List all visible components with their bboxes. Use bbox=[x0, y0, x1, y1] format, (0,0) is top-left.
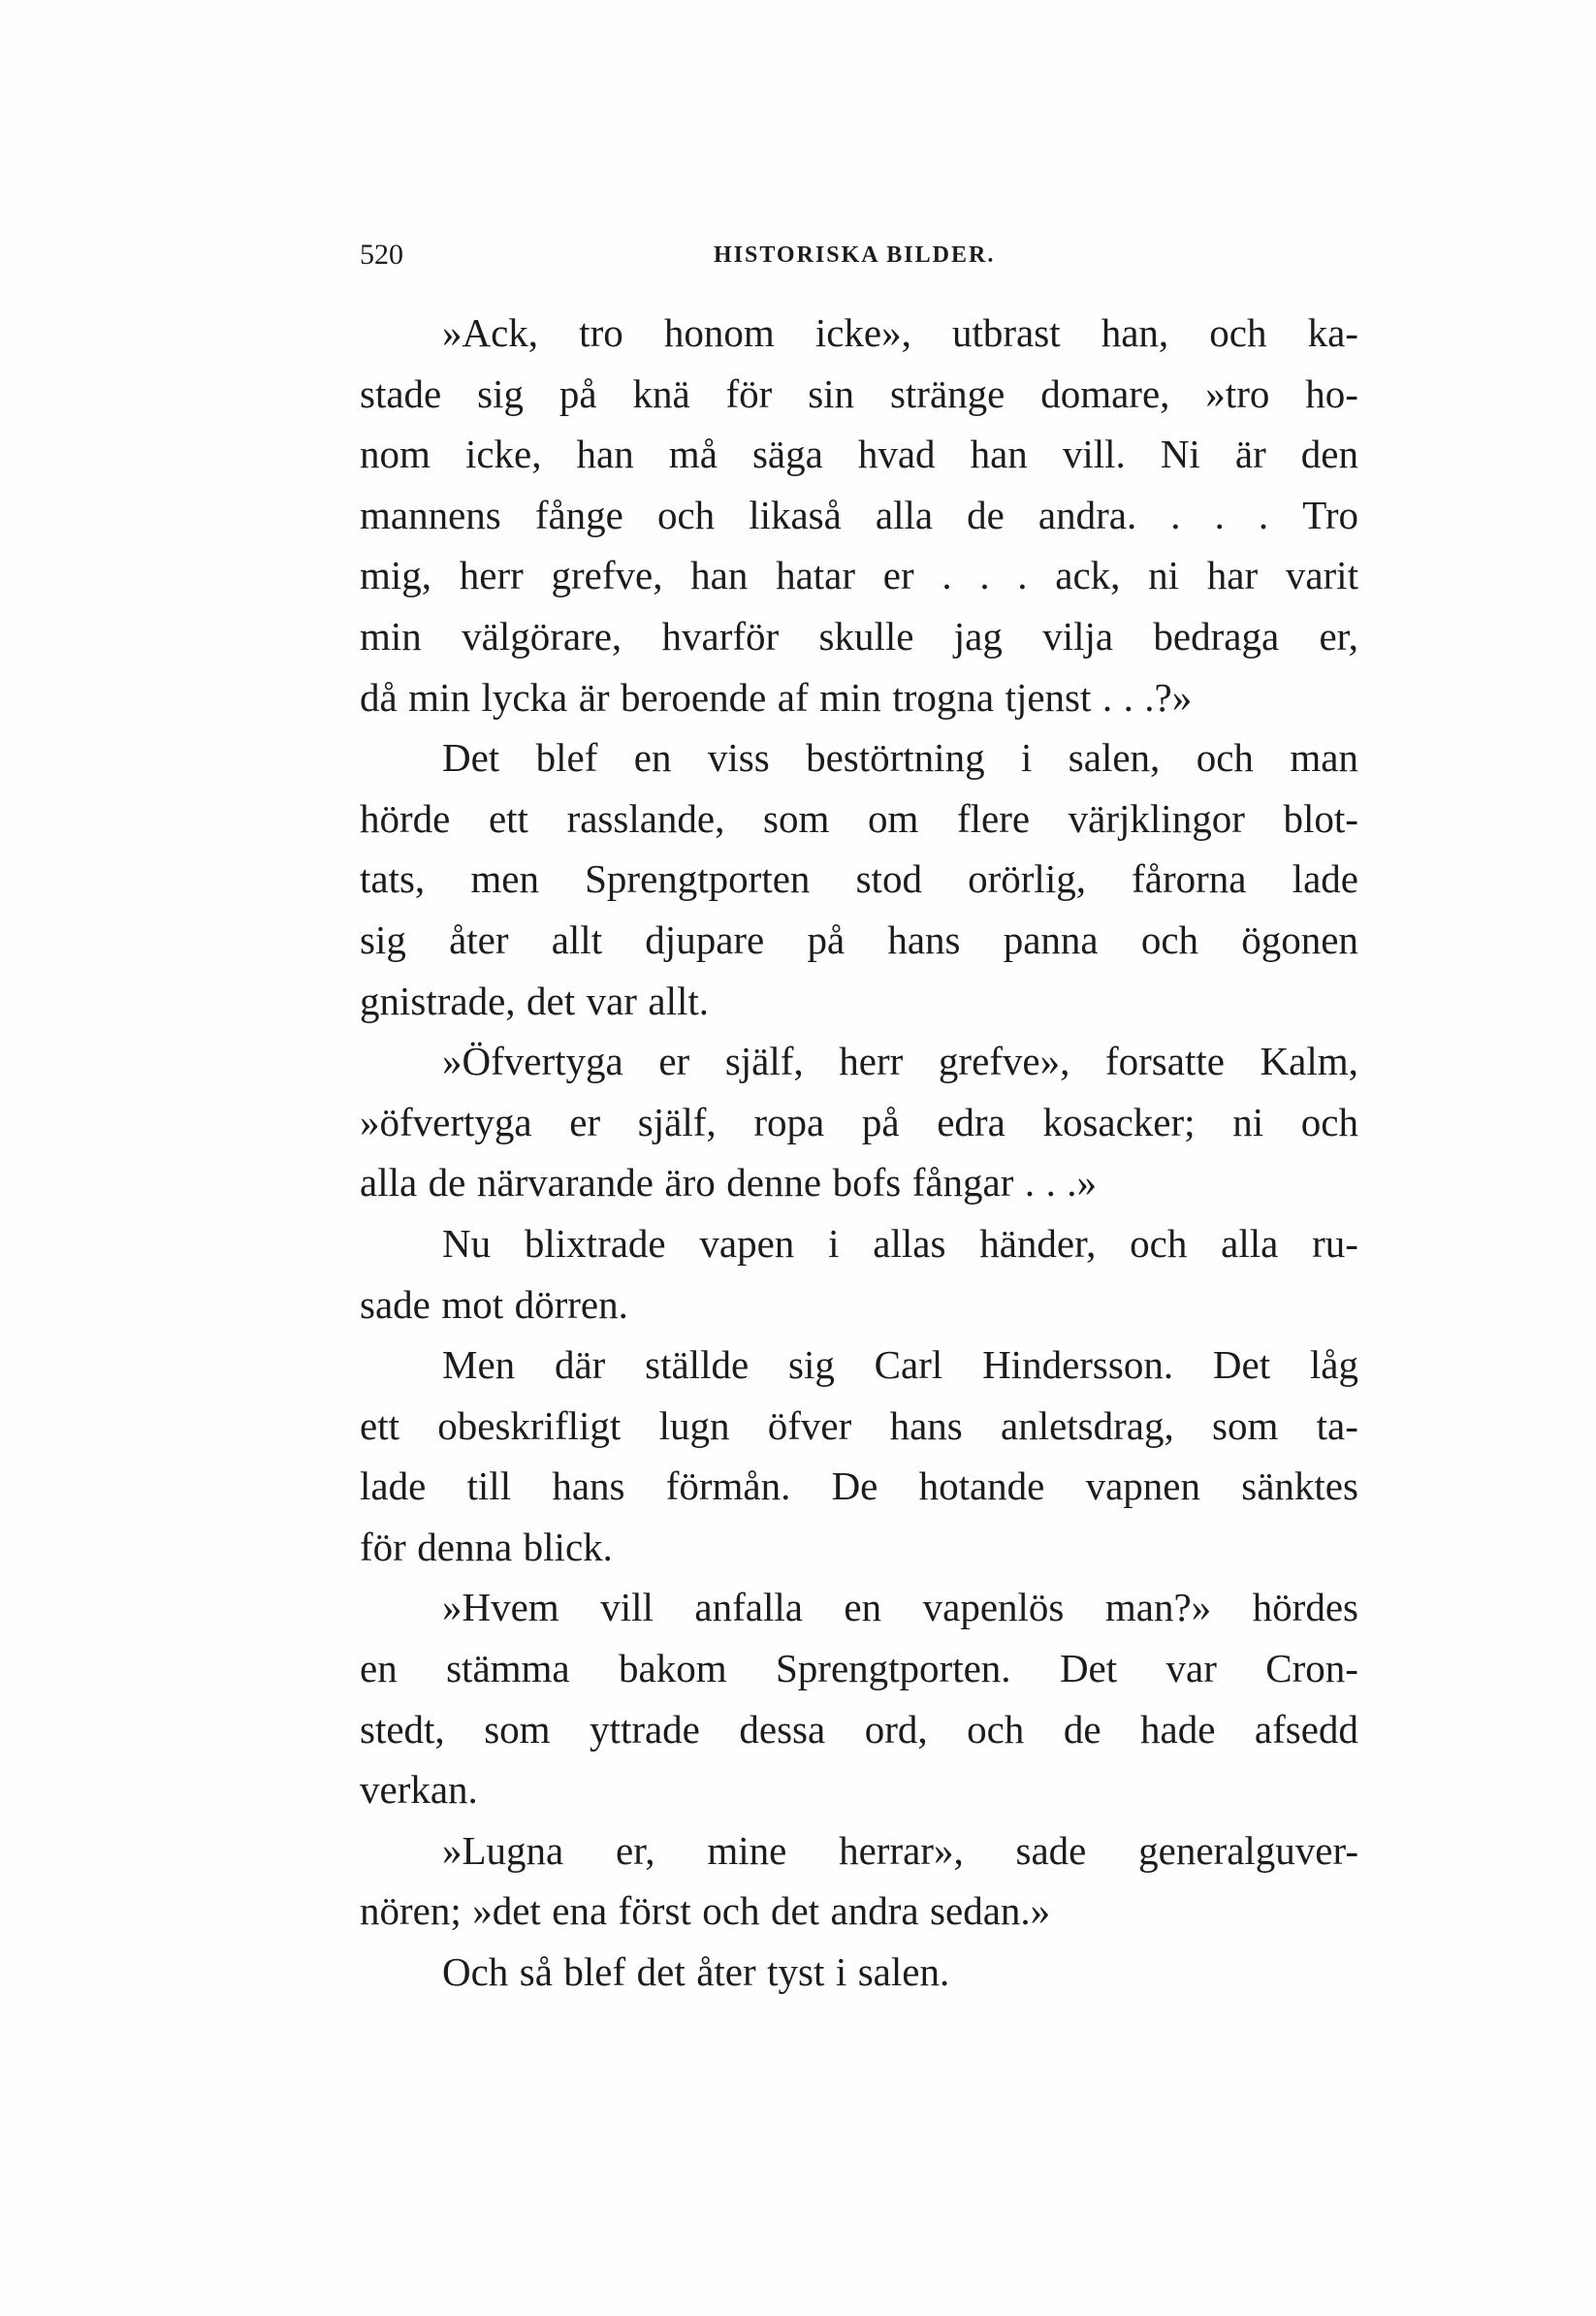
word: grefve», bbox=[938, 1039, 1070, 1084]
word: . bbox=[1170, 492, 1181, 537]
word: närvarande bbox=[476, 1160, 654, 1206]
word: verkan. bbox=[360, 1767, 478, 1813]
word: vill bbox=[600, 1585, 654, 1630]
word: beroende bbox=[621, 674, 767, 720]
word: . bbox=[1123, 674, 1133, 720]
word: Sprengtporten. bbox=[776, 1646, 1011, 1691]
word: sedan.» bbox=[930, 1888, 1051, 1934]
word: ett bbox=[488, 795, 528, 841]
word: ord, bbox=[864, 1706, 928, 1752]
word: om bbox=[867, 795, 919, 841]
word: blot- bbox=[1283, 795, 1358, 841]
word: er, bbox=[616, 1827, 655, 1873]
word: själf, bbox=[637, 1099, 717, 1144]
word: ka- bbox=[1307, 310, 1358, 355]
word: Sprengtporten bbox=[585, 856, 811, 902]
word: så bbox=[519, 1949, 553, 1995]
word: värjklingor bbox=[1068, 795, 1245, 841]
word: er bbox=[882, 553, 914, 598]
word: det bbox=[636, 1949, 686, 1995]
word: och bbox=[967, 1706, 1025, 1752]
word: själf, bbox=[724, 1039, 804, 1084]
text-line bbox=[360, 1699, 1358, 1760]
word: händer, bbox=[979, 1220, 1097, 1266]
word: »tro bbox=[1205, 370, 1270, 416]
word: tyst bbox=[767, 1949, 825, 1995]
body-text bbox=[360, 303, 1358, 2003]
word: alla bbox=[360, 1160, 418, 1206]
word: forsatte bbox=[1105, 1039, 1225, 1084]
word: stedt, bbox=[360, 1706, 445, 1752]
word: Men bbox=[442, 1342, 516, 1388]
word: mot bbox=[441, 1281, 504, 1327]
word: den bbox=[1300, 432, 1358, 477]
word: Nu bbox=[442, 1220, 492, 1266]
word: mine bbox=[707, 1827, 787, 1873]
word: alla bbox=[875, 492, 934, 537]
word: andra. bbox=[1037, 492, 1137, 537]
word: vapnen bbox=[1085, 1464, 1201, 1509]
word: knä bbox=[632, 370, 690, 416]
word: denne bbox=[726, 1160, 822, 1206]
text-line bbox=[360, 910, 1358, 971]
running-title: HISTORISKA BILDER. bbox=[714, 242, 996, 268]
word: nom bbox=[360, 432, 431, 477]
word: ropa bbox=[753, 1099, 825, 1144]
word: ack, bbox=[1055, 553, 1121, 598]
text-line bbox=[360, 424, 1358, 485]
word: ett bbox=[360, 1402, 399, 1448]
word: vilja bbox=[1042, 613, 1114, 659]
word: yttrade bbox=[590, 1706, 700, 1752]
word: som bbox=[762, 795, 830, 841]
word: hvad bbox=[857, 432, 936, 477]
word: . bbox=[1045, 1160, 1056, 1206]
word: icke», bbox=[814, 310, 911, 355]
word: lugn bbox=[658, 1402, 730, 1448]
word: hans bbox=[889, 1402, 963, 1448]
word: skulle bbox=[818, 613, 914, 659]
word: »Ack, bbox=[442, 310, 539, 355]
word: de bbox=[428, 1160, 466, 1206]
word: lade bbox=[360, 1464, 427, 1509]
word: .?» bbox=[1144, 674, 1193, 720]
word: allas bbox=[873, 1220, 946, 1266]
word: herr bbox=[839, 1039, 904, 1084]
word: allt bbox=[551, 917, 603, 962]
word: . bbox=[1258, 492, 1269, 537]
word: allt. bbox=[648, 978, 710, 1023]
word: på bbox=[559, 370, 597, 416]
word: man bbox=[1290, 735, 1358, 781]
word: det bbox=[527, 978, 576, 1023]
word: anfalla bbox=[694, 1585, 803, 1630]
word: obeskrifligt bbox=[437, 1402, 622, 1448]
word: andra bbox=[830, 1888, 919, 1934]
word: min bbox=[408, 674, 470, 720]
word: Ni bbox=[1160, 432, 1200, 477]
word: säga bbox=[751, 432, 823, 477]
word: blef bbox=[535, 735, 598, 781]
word: Tro bbox=[1302, 492, 1358, 537]
word: Carl bbox=[874, 1342, 943, 1388]
word: likaså bbox=[749, 492, 842, 537]
word: alla bbox=[1221, 1220, 1279, 1266]
word: Hindersson. bbox=[982, 1342, 1174, 1388]
word: dörren. bbox=[514, 1281, 628, 1327]
word: och bbox=[1130, 1220, 1188, 1266]
word: då bbox=[360, 674, 398, 720]
word: sade bbox=[1015, 1827, 1087, 1873]
text-line bbox=[360, 1335, 1358, 1396]
word: ta- bbox=[1316, 1402, 1358, 1448]
word: de bbox=[1063, 1706, 1101, 1752]
word: afsedd bbox=[1254, 1706, 1358, 1752]
word: blef bbox=[563, 1949, 626, 1995]
word: hatar bbox=[776, 553, 856, 598]
word: anletsdrag, bbox=[1001, 1402, 1174, 1448]
word: ställde bbox=[645, 1342, 750, 1388]
text-line bbox=[360, 1942, 1358, 2003]
word: låg bbox=[1309, 1342, 1358, 1388]
word: varit bbox=[1285, 553, 1358, 598]
word: har bbox=[1206, 553, 1259, 598]
word: jag bbox=[953, 613, 1003, 659]
text-line bbox=[360, 971, 1358, 1032]
word: ena bbox=[552, 1888, 608, 1934]
word: gnistrade, bbox=[360, 978, 516, 1023]
word: . bbox=[979, 553, 990, 598]
word: ni bbox=[1232, 1099, 1264, 1144]
page-number: 520 bbox=[360, 239, 403, 271]
word: nören; bbox=[360, 1888, 462, 1934]
word: och bbox=[1300, 1099, 1358, 1144]
word: »Öfvertyga bbox=[442, 1039, 623, 1084]
word: blick. bbox=[523, 1524, 613, 1569]
word: i bbox=[1020, 735, 1033, 781]
word: herr bbox=[459, 553, 524, 598]
word: stod bbox=[855, 856, 922, 902]
word: er bbox=[569, 1099, 601, 1144]
word: min bbox=[819, 674, 881, 720]
text-line bbox=[360, 1152, 1358, 1213]
word: sig bbox=[477, 370, 524, 416]
word: ni bbox=[1148, 553, 1180, 598]
word: hotande bbox=[918, 1464, 1045, 1509]
word: hördes bbox=[1252, 1585, 1358, 1630]
word: sade bbox=[360, 1281, 431, 1327]
word: öfver bbox=[767, 1402, 852, 1448]
word: en bbox=[844, 1585, 882, 1630]
word: »Hvem bbox=[442, 1585, 559, 1630]
text-line bbox=[360, 1031, 1358, 1092]
text-line bbox=[360, 485, 1358, 546]
word: på bbox=[861, 1099, 900, 1144]
word: han bbox=[576, 432, 634, 477]
word: . bbox=[1017, 553, 1028, 598]
word: och bbox=[702, 1888, 760, 1934]
text-line bbox=[360, 1638, 1358, 1699]
text-line bbox=[360, 667, 1358, 728]
word: hade bbox=[1140, 1706, 1216, 1752]
word: var bbox=[1165, 1646, 1217, 1691]
word: hans bbox=[887, 917, 961, 962]
word: först bbox=[618, 1888, 691, 1934]
word: stränge bbox=[889, 370, 1005, 416]
word: kosacker; bbox=[1042, 1099, 1196, 1144]
word: ho- bbox=[1305, 370, 1358, 416]
word: herrar», bbox=[839, 1827, 964, 1873]
text-line bbox=[360, 1092, 1358, 1153]
word: hans bbox=[552, 1464, 625, 1509]
word: för bbox=[725, 370, 773, 416]
word: han, bbox=[1101, 310, 1169, 355]
word: blixtrade bbox=[524, 1220, 666, 1266]
word: utbrast bbox=[952, 310, 1061, 355]
word: äro bbox=[664, 1160, 716, 1206]
word: ru- bbox=[1312, 1220, 1358, 1266]
word: sig bbox=[787, 1342, 835, 1388]
text-line bbox=[360, 1759, 1358, 1820]
word: men bbox=[470, 856, 539, 902]
word: . bbox=[1214, 492, 1225, 537]
word: mannens bbox=[360, 492, 501, 537]
word: lycka bbox=[481, 674, 568, 720]
text-line bbox=[360, 1456, 1358, 1517]
word: »Lugna bbox=[442, 1827, 564, 1873]
word: Det bbox=[1212, 1342, 1271, 1388]
text-line bbox=[360, 606, 1358, 667]
word: i bbox=[835, 1949, 847, 1995]
text-line bbox=[360, 303, 1358, 364]
word: domare, bbox=[1040, 370, 1170, 416]
word: edra bbox=[937, 1099, 1005, 1144]
word: åter bbox=[696, 1949, 756, 1995]
word: och bbox=[1140, 917, 1199, 962]
text-line bbox=[360, 1881, 1358, 1942]
word: .» bbox=[1067, 1160, 1098, 1206]
word: salen, bbox=[1068, 735, 1161, 781]
word: rasslande, bbox=[566, 795, 725, 841]
word: tats, bbox=[360, 856, 426, 902]
word: Kalm, bbox=[1260, 1039, 1358, 1084]
word: i bbox=[828, 1220, 840, 1266]
word: tro bbox=[579, 310, 623, 355]
word: till bbox=[466, 1464, 512, 1509]
word: Och bbox=[442, 1949, 509, 1995]
word: en bbox=[360, 1646, 398, 1691]
word: vapen bbox=[699, 1220, 795, 1266]
word: denna bbox=[417, 1524, 513, 1569]
word: er, bbox=[1319, 613, 1358, 659]
word: min bbox=[360, 613, 422, 659]
text-line bbox=[360, 788, 1358, 850]
word: på bbox=[807, 917, 846, 962]
word: viss bbox=[707, 735, 770, 781]
word: och bbox=[1196, 735, 1254, 781]
word: fångar bbox=[911, 1160, 1014, 1206]
word: fårorna bbox=[1132, 856, 1247, 902]
word: stade bbox=[360, 370, 442, 416]
word: djupare bbox=[645, 917, 765, 962]
word: där bbox=[554, 1342, 606, 1388]
word: som bbox=[1212, 1402, 1279, 1448]
text-line bbox=[360, 1396, 1358, 1457]
word: bedraga bbox=[1153, 613, 1280, 659]
word: välgörare, bbox=[462, 613, 622, 659]
running-head bbox=[360, 236, 1358, 274]
word: man?» bbox=[1104, 1585, 1212, 1630]
word: mig, bbox=[360, 553, 432, 598]
word: Det bbox=[442, 735, 500, 781]
word: han bbox=[970, 432, 1028, 477]
text-line bbox=[360, 364, 1358, 425]
word: är bbox=[1234, 432, 1266, 477]
word: »det bbox=[472, 1888, 541, 1934]
word: stämma bbox=[446, 1646, 570, 1691]
text-line bbox=[360, 727, 1358, 788]
word: sin bbox=[808, 370, 855, 416]
word: hörde bbox=[360, 795, 451, 841]
word: . bbox=[1101, 674, 1113, 720]
word: icke, bbox=[464, 432, 542, 477]
text-line bbox=[360, 1820, 1358, 1882]
text-line bbox=[360, 1213, 1358, 1274]
word: det bbox=[770, 1888, 820, 1934]
word: för bbox=[360, 1524, 406, 1569]
word: er bbox=[658, 1039, 690, 1084]
word: hvarför bbox=[661, 613, 780, 659]
word: sänktes bbox=[1241, 1464, 1358, 1509]
text-line bbox=[360, 1517, 1358, 1578]
text-line bbox=[360, 1577, 1358, 1638]
word: ögonen bbox=[1241, 917, 1358, 962]
word: . bbox=[942, 553, 952, 598]
word: må bbox=[668, 432, 718, 477]
text-line bbox=[360, 849, 1358, 910]
word: generalguver- bbox=[1138, 1827, 1358, 1873]
word: grefve, bbox=[551, 553, 663, 598]
word: de bbox=[967, 492, 1005, 537]
word: trogna bbox=[892, 674, 995, 720]
word: De bbox=[831, 1464, 878, 1509]
word: . bbox=[1024, 1160, 1036, 1206]
word: tjenst bbox=[1005, 674, 1092, 720]
word: åter bbox=[449, 917, 509, 962]
word: vill. bbox=[1062, 432, 1126, 477]
word: är bbox=[578, 674, 610, 720]
word: bestörtning bbox=[806, 735, 985, 781]
word: panna bbox=[1003, 917, 1099, 962]
word: Cron- bbox=[1265, 1646, 1358, 1691]
word: Det bbox=[1059, 1646, 1118, 1691]
word: vapenlös bbox=[922, 1585, 1065, 1630]
word: salen. bbox=[857, 1949, 950, 1995]
word: förmån. bbox=[665, 1464, 791, 1509]
word: orörlig, bbox=[968, 856, 1086, 902]
word: och bbox=[1209, 310, 1267, 355]
word: han bbox=[690, 553, 749, 598]
word: »öfvertyga bbox=[360, 1099, 532, 1144]
word: bakom bbox=[619, 1646, 727, 1691]
word: var bbox=[586, 978, 637, 1023]
word: flere bbox=[956, 795, 1031, 841]
word: lade bbox=[1292, 856, 1358, 902]
word: som bbox=[484, 1706, 551, 1752]
word: honom bbox=[663, 310, 775, 355]
word: af bbox=[777, 674, 809, 720]
word: och bbox=[656, 492, 716, 537]
word: bofs bbox=[832, 1160, 902, 1206]
word: sig bbox=[360, 917, 406, 962]
text-line bbox=[360, 1274, 1358, 1335]
word: dessa bbox=[739, 1706, 826, 1752]
word: fånge bbox=[534, 492, 623, 537]
word: en bbox=[633, 735, 672, 781]
text-line bbox=[360, 545, 1358, 606]
